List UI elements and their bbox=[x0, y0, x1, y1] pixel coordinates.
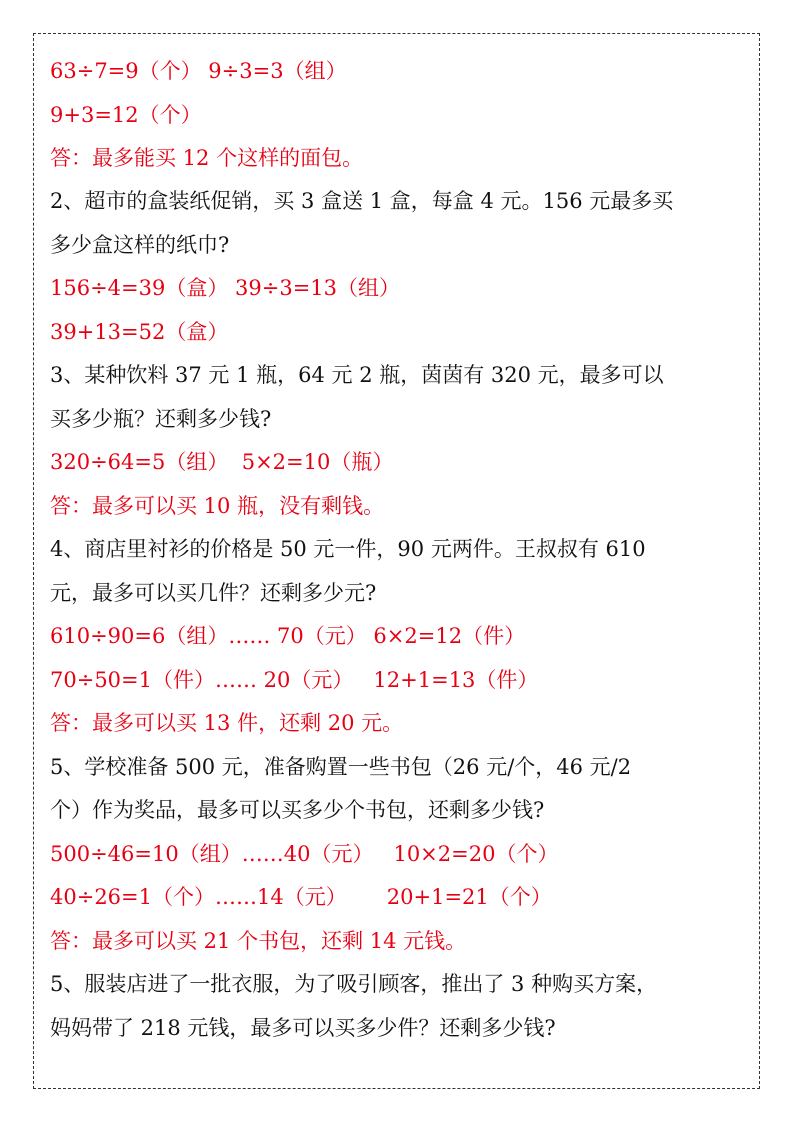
answer-line: 9+3=12（个） bbox=[50, 103, 202, 127]
answer-line: 70÷50=1（件）…… 20（元） 12+1=13（件） bbox=[50, 668, 539, 692]
question-line: 3、某种饮料 37 元 1 瓶，64 元 2 瓶，茵茵有 320 元，最多可以 bbox=[50, 363, 664, 387]
question-line: 4、商店里衬衫的价格是 50 元一件，90 元两件。王叔叔有 610 bbox=[50, 537, 646, 561]
answer-line: 答：最多可以买 10 瓶，没有剩钱。 bbox=[50, 494, 385, 518]
answer-line: 39+13=52（盒） bbox=[50, 320, 229, 344]
answer-line: 答：最多可以买 13 件，还剩 20 元。 bbox=[50, 711, 404, 735]
answer-line: 答：最多能买 12 个这样的面包。 bbox=[50, 146, 364, 170]
question-line: 元，最多可以买几件？还剩多少元? bbox=[50, 581, 377, 605]
answer-line: 320÷64=5（组） 5×2=10（瓶） bbox=[50, 450, 394, 474]
question-line: 妈妈带了 218 元钱，最多可以买多少件？还剩多少钱? bbox=[50, 1016, 556, 1040]
answer-line: 156÷4=39（盒） 39÷3=13（组） bbox=[50, 276, 401, 300]
question-line: 个）作为奖品，最多可以买多少个书包，还剩多少钱? bbox=[50, 798, 545, 822]
question-line: 多少盒这样的纸巾? bbox=[50, 233, 230, 257]
answer-line: 63÷7=9（个） 9÷3=3（组） bbox=[50, 59, 347, 83]
question-line: 2、超市的盒装纸促销，买 3 盒送 1 盒，每盒 4 元。156 元最多买 bbox=[50, 189, 674, 213]
question-line: 5、学校准备 500 元，准备购置一些书包（26 元/个，46 元/2 bbox=[50, 755, 632, 779]
question-line: 5、服装店进了一批衣服，为了吸引顾客，推出了 3 种购买方案， bbox=[50, 972, 658, 996]
question-line: 买多少瓶？还剩多少钱? bbox=[50, 407, 272, 431]
answer-line: 610÷90=6（组）…… 70（元） 6×2=12（件） bbox=[50, 624, 526, 648]
answer-line: 答：最多可以买 21 个书包，还剩 14 元钱。 bbox=[50, 929, 467, 953]
answer-line: 500÷46=10（组）……40（元） 10×2=20（个） bbox=[50, 842, 559, 866]
answer-line: 40÷26=1（个）……14（元） 20+1=21（个） bbox=[50, 885, 552, 909]
